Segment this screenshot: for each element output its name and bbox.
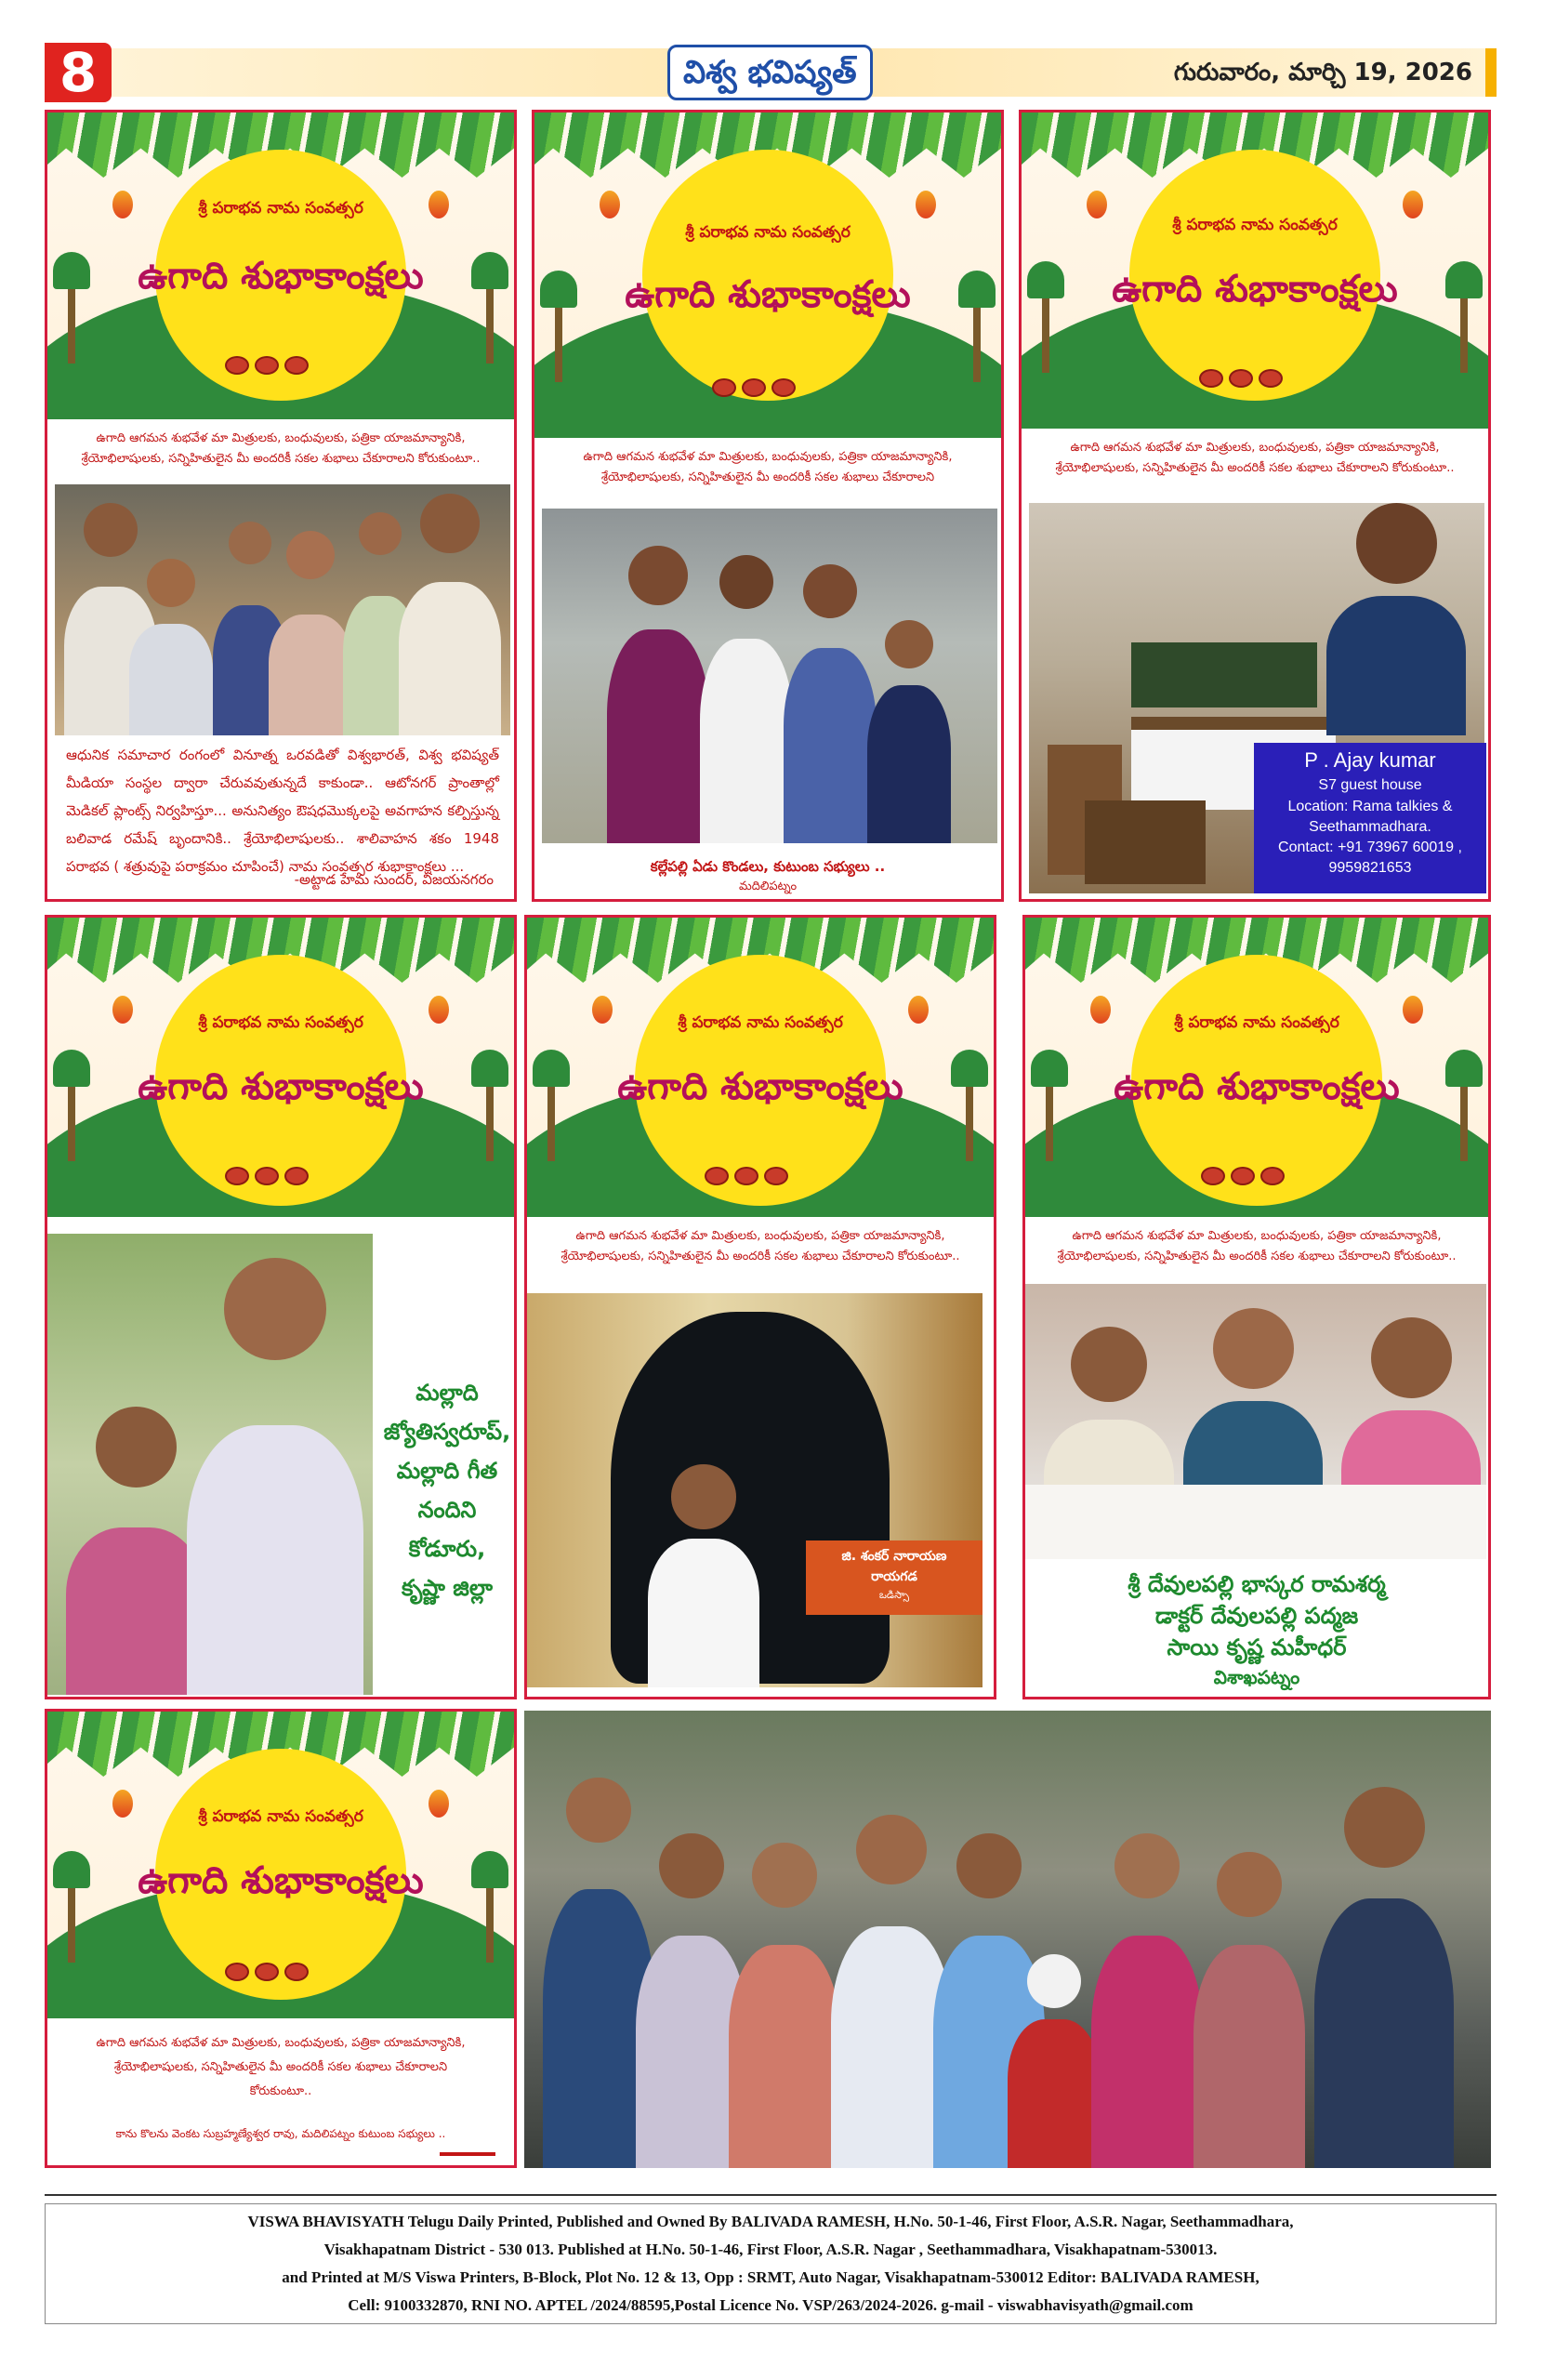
ugadi-wish-title: ఉగాది శుభాకాంక్షలు xyxy=(138,1064,424,1108)
adiyogi-statue-photo xyxy=(527,1293,983,1687)
contact-name: P . Ajay kumar xyxy=(1304,748,1436,772)
couple-photo xyxy=(47,1234,373,1695)
ugadi-banner xyxy=(527,918,994,1217)
greeting-text: ఉగాది ఆగమన శుభవేళ మా మిత్రులకు, బంధువులకు, పత్రికా యాజమాన్యానికి, శ్రేయోభిలాషులకు, సన్నిహితులైన మీ అందరికీ సకల శుభాలు చేకూరాలని కోరుకుంటూ.. xyxy=(96,2036,466,2098)
ad-panel-3 xyxy=(1019,110,1491,902)
name-line: మల్లాది xyxy=(415,1380,479,1406)
mango-icon xyxy=(600,191,620,218)
imprint-line: and Printed at M/S Viswa Printers, B-Block, Plot No. 12 & 13, Opp : SRMT, Auto Nagar, Visakhapatnam-530012 Editor: BALIVADA RAMESH, xyxy=(282,2268,1259,2286)
business-name: S7 guest house xyxy=(1318,777,1422,793)
pot-icon-row xyxy=(712,378,824,403)
year-line: శ్రీ పరాభవ నామ సంవత్సర xyxy=(678,1013,843,1032)
ugadi-wish-title: ఉగాది శుభాకాంక్షలు xyxy=(1112,267,1398,311)
contact-card xyxy=(1254,743,1486,893)
person-place: రాయగడ xyxy=(871,1569,917,1584)
ugadi-banner xyxy=(47,918,514,1217)
year-line: శ్రీ పరాభవ నామ సంవత్సర xyxy=(198,1013,363,1032)
greeting-text: ఉగాది ఆగమన శుభవేళ మా మిత్రులకు, బంధువులకు, పత్రికా యాజమాన్యానికి, శ్రేయోభిలాషులకు, సన్నిహితులైన మీ అందరికీ సకల శుభాలు చేకూరాలని కోరుకుంటూ.. xyxy=(560,1229,960,1263)
ugadi-banner xyxy=(1025,918,1488,1217)
year-line: శ్రీ పరాభవ నామ సంవత్సర xyxy=(685,223,851,242)
greeting-text: ఉగాది ఆగమన శుభవేళ మా మిత్రులకు, బంధువులకు, పత్రికా యాజమాన్యానికి, శ్రేయోభిలాషులకు, సన్నిహితులైన మీ అందరికీ సకల శుభాలు చేకూరాలని కోరుకుంటూ.. xyxy=(81,431,481,466)
ugadi-banner xyxy=(47,1712,514,2018)
header-edge-accent xyxy=(1485,48,1497,97)
family-names xyxy=(1025,1568,1488,1691)
year-line: శ్రీ పరాభవ నామ సంవత్సర xyxy=(198,1807,363,1826)
ugadi-banner xyxy=(534,112,1001,438)
year-line: శ్రీ పరాభవ నామ సంవత్సర xyxy=(1174,1013,1339,1032)
family-caption: కాను కొలను వెంకట సుబ్రహ్మణ్యేశ్వర రావు, మదిలిపట్నం కుటుంబ సభ్యులు .. xyxy=(115,2127,446,2140)
name-line: నందిని xyxy=(417,1497,477,1523)
ad-panel-7 xyxy=(45,1709,517,2168)
name-line: కృష్ణా జిల్లా xyxy=(402,1575,493,1601)
couple-names xyxy=(382,1373,512,1607)
name-line: జ్యోతిస్వరూప్, xyxy=(383,1419,511,1445)
imprint-footer xyxy=(45,2203,1497,2324)
mango-icon xyxy=(916,191,936,218)
name-line: విశాఖపట్నం xyxy=(1213,1666,1300,1688)
name-line: శ్రీ దేవులపల్లి భాస్కర రామశర్మ xyxy=(1128,1571,1386,1597)
pot-icon-row xyxy=(1199,369,1311,393)
ugadi-wish-title: ఉగాది శుభాకాంక్షలు xyxy=(138,1858,424,1902)
family-place: మదిలిపట్నం xyxy=(738,879,798,893)
imprint-line: Cell: 9100332870, RNI NO. APTEL /2024/88595,Postal Licence No. VSP/263/2024-2026. g-mail - viswabhavisyath@gmail.com xyxy=(348,2296,1194,2314)
year-line: శ్రీ పరాభవ నామ సంవత్సర xyxy=(198,199,363,218)
business-location: Location: Rama talkies & Seethammadhara. xyxy=(1287,799,1453,835)
name-line: మల్లాది గీత xyxy=(396,1458,498,1484)
pot-icon-row xyxy=(225,356,336,380)
family-photo xyxy=(1025,1284,1486,1559)
table xyxy=(1025,1485,1486,1559)
name-line: డాక్టర్ దేవులపల్లి పద్మజ xyxy=(1154,1603,1359,1629)
newspaper-masthead: విశ్వ భవిష్యత్ xyxy=(667,45,873,100)
pot-icon-row xyxy=(705,1167,816,1191)
pot-icon-row xyxy=(225,1167,336,1191)
ugadi-wish-title: ఉగాది శుభాకాంక్షలు xyxy=(1114,1064,1400,1108)
ugadi-wish-title: ఉగాది శుభాకాంక్షలు xyxy=(625,272,911,316)
ad-panel-6 xyxy=(1022,915,1491,1699)
wooden-table xyxy=(1085,800,1206,884)
greeting-text: ఉగాది ఆగమన శుభవేళ మా మిత్రులకు, బంధువులకు, పత్రికా యాజమాన్యానికి, శ్రేయోభిలాషులకు, సన్నిహితులైన మీ అందరికీ సకల శుభాలు చేకూరాలని కోరుకుంటూ.. xyxy=(1057,1229,1457,1263)
ad-panel-4 xyxy=(45,915,517,1699)
ad-signature: -అట్టాడ హేమ సుందర్, విజయనగరం xyxy=(294,871,494,888)
name-line: సాయి కృష్ణ మహీధర్ xyxy=(1167,1634,1347,1660)
family-caption: కల్లేపల్లి ఏడు కొండలు, కుటుంబ సభ్యులు .. xyxy=(650,858,886,875)
ad-panel-5 xyxy=(524,915,996,1699)
pot-icon-row xyxy=(1201,1167,1312,1191)
person-name: జి. శంకర్ నారాయణ xyxy=(841,1549,947,1564)
page-header xyxy=(45,43,1497,102)
imprint-line: Visakhapatnam District - 530 013. Published at H.No. 50-1-46, First Floor, A.S.R. Nagar , Seethammadhara, Visakhapatnam-530013. xyxy=(323,2241,1218,2258)
ugadi-banner xyxy=(1022,112,1488,429)
ad-panel-1 xyxy=(45,110,517,902)
year-line: శ్రీ పరాభవ నామ సంవత్సర xyxy=(1172,216,1338,234)
person-state: ఒడిస్సా xyxy=(878,1589,910,1601)
window-curtains xyxy=(1131,642,1317,707)
family-photo xyxy=(55,484,510,735)
name-line: కోడూరు, xyxy=(408,1536,486,1562)
page-number: 8 xyxy=(45,43,112,102)
arrow-right-icon xyxy=(440,2152,495,2156)
contact-phone: Contact: +91 73967 60019 , 9959821653 xyxy=(1278,840,1462,876)
footer-rule xyxy=(45,2194,1497,2196)
greeting-text: ఉగాది ఆగమన శుభవేళ మా మిత్రులకు, బంధువులకు, పత్రికా యాజమాన్యానికి, శ్రేయోభిలాషులకు, సన్నిహితులైన మీ అందరికీ సకల శుభాలు చేకూరాలని xyxy=(583,450,953,484)
ugadi-wish-title: ఉగాది శుభాకాంక్షలు xyxy=(617,1064,903,1108)
pot-icon-row xyxy=(225,1963,336,1987)
family-photo xyxy=(542,509,997,843)
ugadi-wish-title: ఉగాది శుభాకాంక్షలు xyxy=(138,254,424,298)
ugadi-banner xyxy=(47,112,514,419)
ad-panel-2 xyxy=(532,110,1004,902)
issue-date: గురువారం, మార్చి 19, 2026 xyxy=(1173,59,1472,86)
imprint-line: VISWA BHAVISYATH Telugu Daily Printed, Published and Owned By BALIVADA RAMESH, H.No. 50-1-46, First Floor, A.S.R. Nagar, Seethammadhara, xyxy=(247,2213,1294,2230)
group-family-photo xyxy=(524,1711,1491,2168)
greeting-text: ఉగాది ఆగమన శుభవేళ మా మిత్రులకు, బంధువులకు, పత్రికా యాజమాన్యానికి, శ్రేయోభిలాషులకు, సన్నిహితులైన మీ అందరికీ సకల శుభాలు చేకూరాలని కోరుకుంటూ.. xyxy=(1055,441,1455,475)
name-plate xyxy=(806,1540,983,1615)
tribute-text: ఆధునిక సమాచార రంగంలో వినూత్న ఒరవడితో విశ్వభారత్, విశ్వ భవిష్యత్ మీడియా సంస్థల ద్వారా చేరువవుతున్నదే కాకుండా.. ఆటోనగర్ ప్రాంతాల్లో మెడికల్ ప్లాంట్స్ నిర్వహిస్తూ... అనునిత్యం ఔషధమొక్కలపై అవగాహన కల్పిస్తున్న బలివాడ రమేష్ బృందానికి.. శ్రేయోభిలాషులకు.. శాలివాహన శకం 1948 పరాభవ ( శత్రువుపై పరాక్రమం చూపించే) నామ సంవత్సర శుభాకాంక్షలు ... xyxy=(66,747,499,875)
